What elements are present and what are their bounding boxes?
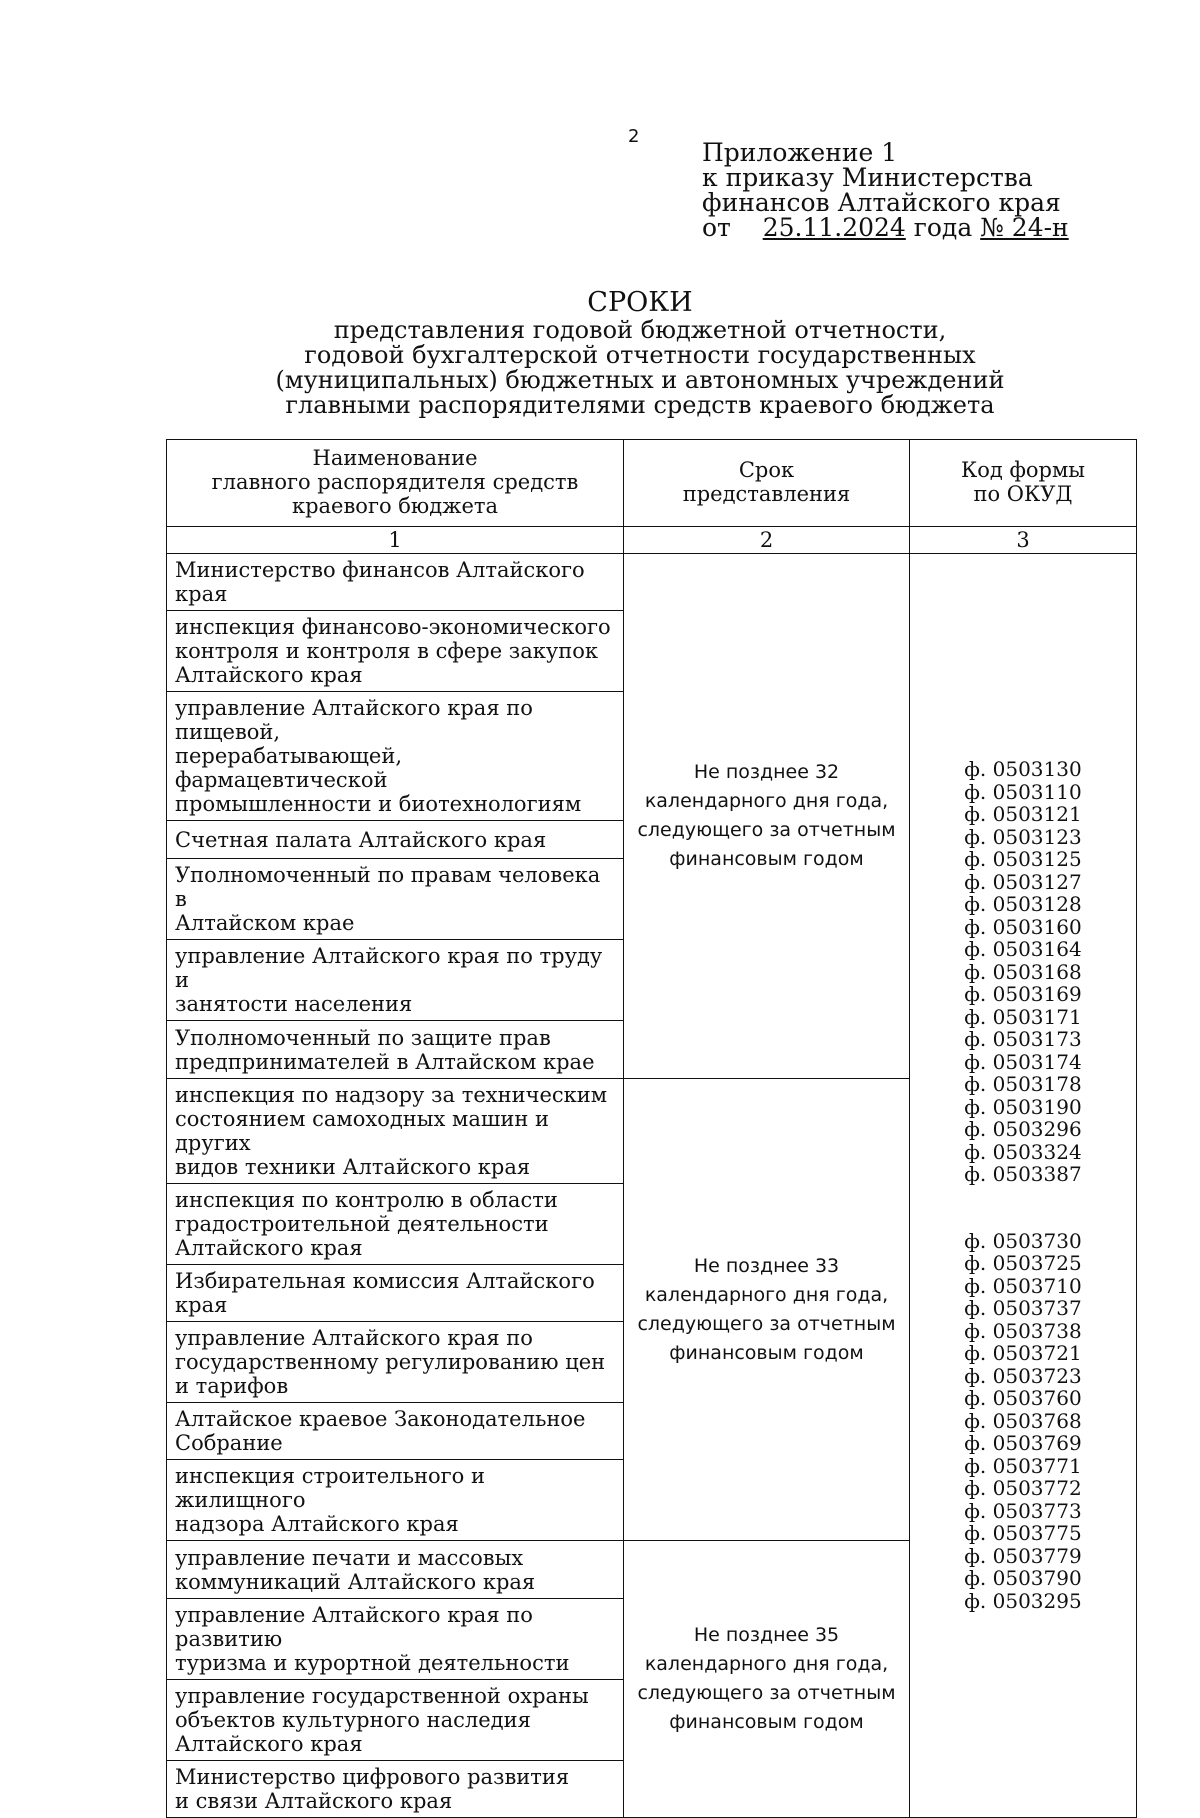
distributor-name: [167, 1599, 624, 1680]
header-name-line: Наименование: [312, 446, 478, 470]
distributor-name: [167, 611, 624, 692]
okud-code: ф. 0503723: [964, 1363, 1082, 1388]
distributor-name-line: края: [175, 1293, 228, 1317]
distributor-name-line: градостроительной деятельности: [175, 1212, 549, 1236]
okud-code: ф. 0503738: [964, 1318, 1082, 1343]
header-deadline-line: представления: [682, 482, 851, 506]
distributor-name-line: туризма и курортной деятельности: [175, 1651, 570, 1675]
okud-code: ф. 0503178: [964, 1072, 1082, 1097]
distributor-name-line: контроля и контроля в сфере закупок: [175, 639, 599, 663]
okud-code: ф. 0503128: [964, 892, 1082, 917]
okud-code: ф. 0503174: [964, 1049, 1082, 1074]
okud-code: ф. 0503775: [964, 1521, 1082, 1546]
distributor-name-line: коммуникаций Алтайского края: [175, 1569, 536, 1594]
deadline-line: Не позднее 32: [693, 761, 840, 783]
okud-codes-list: [964, 758, 1081, 1612]
appendix-line-1: Приложение 1: [702, 138, 898, 167]
okud-code: ф. 0503110: [964, 779, 1082, 804]
deadlines-table: [166, 439, 1137, 1818]
okud-code: ф. 0503130: [964, 757, 1082, 782]
okud-code: ф. 0503127: [964, 869, 1082, 894]
appendix-line-2: к приказу Министерства: [702, 163, 1033, 192]
distributor-name-line: инспекция строительного и жилищного: [175, 1464, 485, 1512]
deadline-cell: [624, 1079, 910, 1541]
distributor-name-line: управление печати и массовых: [175, 1545, 524, 1570]
okud-code: ф. 0503168: [964, 959, 1082, 984]
distributor-name-line: состоянием самоходных машин и других: [175, 1107, 550, 1155]
header-okud-code: [910, 440, 1137, 527]
distributor-name-line: предпринимателей в Алтайском крае: [175, 1049, 595, 1074]
appendix-line-3: финансов Алтайского края: [702, 188, 1061, 217]
distributor-name: [167, 1541, 624, 1599]
header-deadline: [624, 440, 910, 527]
okud-code: ф. 0503771: [964, 1453, 1082, 1478]
distributor-name: [167, 1403, 624, 1460]
deadline-line: финансовым годом: [669, 1711, 864, 1733]
okud-code: ф. 0503160: [964, 914, 1082, 939]
title-line-3: (муниципальных) бюджетных и автономных учреждений: [275, 366, 1005, 394]
distributor-name-line: промышленности и биотехнологиям: [175, 792, 582, 816]
okud-code: ф. 0503772: [964, 1476, 1082, 1501]
distributor-name-line: Алтайского края: [175, 1732, 363, 1756]
header-name-line: главного распорядителя средств: [211, 470, 579, 494]
okud-code: ф. 0503721: [964, 1341, 1082, 1366]
header-code-line: Код формы: [960, 458, 1086, 482]
distributor-name-line: Алтайского края: [175, 663, 363, 687]
distributor-name-line: инспекция по надзору за техническим: [175, 1083, 608, 1107]
column-number: 1: [167, 527, 624, 554]
distributor-name-line: видов техники Алтайского края: [175, 1155, 531, 1179]
distributor-name-line: инспекция по контролю в области: [175, 1188, 558, 1212]
distributor-name-line: управление Алтайского края по развитию: [175, 1603, 533, 1651]
distributor-name-line: надзора Алтайского края: [175, 1512, 459, 1536]
deadline-line: следующего за отчетным: [637, 1312, 896, 1335]
distributor-name-line: управление Алтайского края по труду и: [175, 944, 603, 992]
distributor-name-line: Собрание: [175, 1431, 283, 1455]
distributor-name: [167, 1079, 624, 1184]
order-date: 25.11.2024: [762, 213, 906, 242]
distributor-name-line: и связи Алтайского края: [175, 1789, 453, 1813]
okud-code: ф. 0503190: [964, 1094, 1082, 1119]
header-name: [167, 440, 624, 527]
okud-code: ф. 0503324: [964, 1139, 1082, 1164]
title-line-4: главными распорядителями средств краевого бюджета: [285, 391, 995, 419]
okud-code: ф. 0503164: [964, 937, 1082, 962]
deadline-cell: [624, 554, 910, 1079]
okud-code: ф. 0503779: [964, 1543, 1082, 1568]
okud-code: ф. 0503171: [964, 1004, 1082, 1029]
distributor-name-line: Министерство цифрового развития: [175, 1765, 570, 1789]
okud-code: ф. 0503768: [964, 1408, 1082, 1433]
distributor-name-line: занятости населения: [175, 992, 413, 1016]
distributor-name: [167, 821, 624, 859]
distributor-name-line: государственному регулированию цен: [175, 1350, 606, 1374]
okud-code: ф. 0503769: [964, 1431, 1082, 1456]
okud-code: ф. 0503725: [964, 1251, 1082, 1276]
okud-codes-cell: [910, 554, 1137, 1818]
okud-code: ф. 0503737: [964, 1296, 1082, 1321]
okud-code: ф. 0503125: [964, 847, 1082, 872]
year-label: года: [913, 213, 973, 242]
deadline-line: календарного дня года,: [644, 1283, 889, 1306]
okud-code: ф. 0503169: [964, 982, 1082, 1007]
header-row: [167, 440, 1137, 527]
distributor-name: [167, 692, 624, 821]
deadline-line: финансовым годом: [669, 848, 864, 870]
column-number: 3: [910, 527, 1137, 554]
codes-gap: [964, 1186, 1081, 1230]
distributor-name-line: Алтайского края: [175, 1236, 363, 1260]
distributor-name-line: Алтайское краевое Законодательное: [175, 1407, 586, 1431]
okud-code: ф. 0503760: [964, 1386, 1082, 1411]
distributor-name-line: и тарифов: [175, 1374, 289, 1398]
distributor-name-line: управление государственной охраны: [175, 1684, 589, 1708]
distributor-name-line: Алтайском крае: [175, 911, 355, 935]
okud-code: ф. 0503295: [964, 1588, 1082, 1613]
distributor-name: [167, 859, 624, 940]
table-row: [167, 554, 1137, 611]
okud-code: ф. 0503173: [964, 1027, 1082, 1052]
okud-code: ф. 0503123: [964, 824, 1082, 849]
deadline-cell: [624, 1541, 910, 1818]
from-label: от: [702, 213, 731, 242]
okud-code: ф. 0503387: [964, 1162, 1082, 1187]
distributor-name-line: управление Алтайского края по: [175, 1326, 533, 1350]
distributor-name: [167, 940, 624, 1021]
distributor-name: [167, 1322, 624, 1403]
okud-code: ф. 0503296: [964, 1117, 1082, 1142]
distributor-name: [167, 1460, 624, 1541]
deadline-line: следующего за отчетным: [637, 819, 896, 841]
distributor-name: [167, 1184, 624, 1265]
deadline-line: Не позднее 33: [693, 1254, 840, 1277]
deadline-line: календарного дня года,: [644, 790, 889, 812]
page-number: 2: [628, 126, 640, 147]
title-line-1: представления годовой бюджетной отчетности,: [333, 316, 947, 344]
distributor-name-line: перерабатывающей, фармацевтической: [175, 744, 403, 792]
deadline-line: календарного дня года,: [644, 1653, 889, 1675]
distributor-name-line: Счетная палата Алтайского края: [175, 827, 547, 852]
appendix-block: [702, 140, 1069, 240]
distributor-name-line: Министерство финансов Алтайского края: [175, 558, 585, 606]
appendix-date-line: [702, 215, 1069, 240]
column-number-row: [167, 527, 1137, 554]
okud-code: ф. 0503730: [964, 1228, 1082, 1253]
column-number: 2: [624, 527, 910, 554]
title-line-2: годовой бухгалтерской отчетности государственных: [304, 341, 976, 369]
deadline-line: следующего за отчетным: [637, 1682, 896, 1704]
distributor-name-line: управление Алтайского края по пищевой,: [175, 696, 533, 744]
header-deadline-line: Срок: [738, 458, 795, 482]
okud-code: ф. 0503790: [964, 1566, 1082, 1591]
deadline-line: финансовым годом: [669, 1341, 864, 1364]
distributor-name: [167, 554, 624, 611]
distributor-name-line: объектов культурного наследия: [175, 1708, 531, 1732]
distributor-name: [167, 1680, 624, 1761]
header-name-line: краевого бюджета: [291, 494, 499, 518]
order-number: № 24-н: [980, 213, 1069, 242]
title-heading: СРОКИ: [587, 287, 693, 318]
distributor-name: [167, 1761, 624, 1818]
distributor-name: [167, 1021, 624, 1079]
okud-code: ф. 0503121: [964, 802, 1082, 827]
header-code-line: по ОКУД: [973, 482, 1073, 506]
distributor-name: [167, 1265, 624, 1322]
distributor-name-line: Уполномоченный по защите прав: [175, 1025, 551, 1050]
okud-code: ф. 0503773: [964, 1498, 1082, 1523]
distributor-name-line: Избирательная комиссия Алтайского: [175, 1269, 595, 1293]
distributor-name-line: инспекция финансово-экономического: [175, 615, 611, 639]
deadline-line: Не позднее 35: [693, 1624, 840, 1646]
distributor-name-line: Уполномоченный по правам человека в: [175, 863, 601, 911]
okud-code: ф. 0503710: [964, 1273, 1082, 1298]
document-title: [0, 288, 1200, 418]
